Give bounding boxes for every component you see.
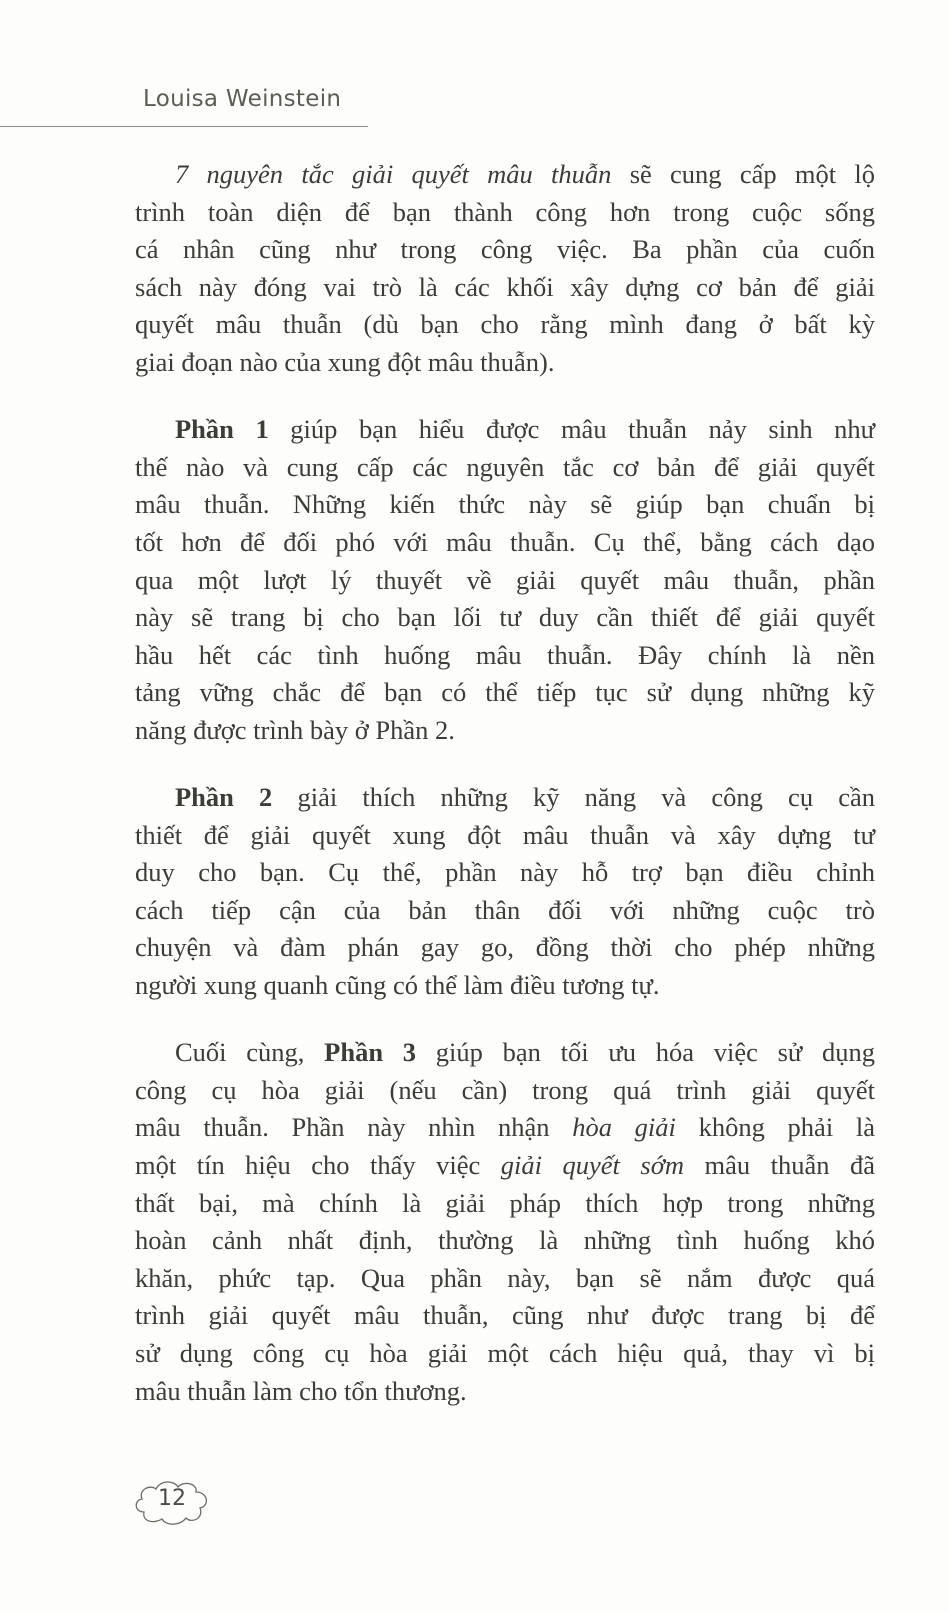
text-line: [135, 269, 875, 307]
text-segment: cách tiếp cận của bản thân đối với những cuộc trò: [135, 894, 875, 925]
text-segment: chuyện và đàm phán gay go, đồng thời cho phép những: [135, 932, 875, 963]
text-line: [135, 156, 875, 194]
page-number-badge: [130, 1472, 214, 1532]
text-line: [135, 524, 875, 562]
text-line: [135, 1185, 875, 1223]
header-rule: [0, 126, 368, 127]
text-line: [135, 1034, 875, 1072]
text-line: [135, 1297, 875, 1335]
text-segment: mâu thuẫn. Những kiến thức này sẽ giúp bạn chuẩn bị: [135, 489, 875, 520]
text-line: [135, 1260, 875, 1298]
text-line: [135, 854, 875, 892]
paragraph: [135, 156, 875, 382]
paragraph: [135, 1034, 875, 1410]
text-segment: khăn, phức tạp. Qua phần này, bạn sẽ nắm được quá: [135, 1262, 875, 1293]
text-line: [135, 1335, 875, 1373]
text-segment: thất bại, mà chính là giải pháp thích hợp trong những: [135, 1187, 875, 1218]
text-segment: trình giải quyết mâu thuẫn, cũng như được trang bị để: [135, 1300, 875, 1331]
text-line: [135, 1147, 875, 1185]
page-number: 12: [158, 1486, 186, 1511]
text-segment: giai đoạn nào của xung đột mâu thuẫn).: [135, 346, 555, 377]
text-line: [135, 562, 875, 600]
text-segment: hoàn cảnh nhất định, thường là những tình huống khó: [135, 1225, 875, 1256]
bold-text: Phần 2: [175, 782, 273, 813]
text-line: [135, 599, 875, 637]
text-line: [135, 779, 875, 817]
running-header-author: Louisa Weinstein: [143, 86, 342, 112]
text-segment: mâu thuẫn đã: [684, 1150, 875, 1181]
bold-text: Phần 3: [324, 1037, 417, 1068]
text-segment: mâu thuẫn. Phần này nhìn nhận: [135, 1112, 573, 1143]
text-line: [135, 1373, 875, 1411]
text-line: [135, 194, 875, 232]
italic-text: giải quyết sớm: [500, 1150, 684, 1181]
text-segment: này sẽ trang bị cho bạn lối tư duy cần thiết để giải quyết: [135, 602, 875, 633]
text-segment: quyết mâu thuẫn (dù bạn cho rằng mình đang ở bất kỳ: [135, 309, 875, 340]
text-segment: sử dụng công cụ hòa giải một cách hiệu quả, thay vì bị: [135, 1338, 875, 1368]
paragraph: [135, 411, 875, 749]
text-line: [135, 1222, 875, 1260]
text-segment: tảng vững chắc để bạn có thể tiếp tục sử dụng những kỹ: [135, 677, 875, 708]
text-line: [135, 1109, 875, 1147]
text-segment: qua một lượt lý thuyết về giải quyết mâu thuẫn, phần: [135, 564, 875, 595]
text-line: [135, 674, 875, 712]
text-segment: người xung quanh cũng có thể làm điều tương tự.: [135, 970, 660, 1001]
italic-text: hòa giải: [572, 1112, 676, 1143]
body-text: [135, 156, 875, 1440]
text-segment: công cụ hòa giải (nếu cần) trong quá trình giải quyết: [135, 1074, 875, 1105]
text-line: [135, 344, 875, 382]
paragraph: [135, 779, 875, 1005]
text-segment: cá nhân cũng như trong công việc. Ba phần của cuốn: [135, 234, 875, 265]
text-segment: một tín hiệu cho thấy việc: [135, 1150, 501, 1181]
text-segment: thiết để giải quyết xung đột mâu thuẫn và xây dựng tư: [135, 819, 875, 850]
text-segment: năng được trình bày ở Phần 2.: [135, 714, 455, 745]
text-line: [135, 817, 875, 855]
text-line: [135, 449, 875, 487]
text-line: [135, 929, 875, 967]
text-line: [135, 1072, 875, 1110]
text-segment: Cuối cùng,: [175, 1037, 325, 1068]
text-segment: trình toàn diện để bạn thành công hơn trong cuộc sống: [135, 196, 875, 227]
bold-text: Phần 1: [175, 414, 269, 445]
text-segment: giúp bạn tối ưu hóa việc sử dụng: [416, 1037, 875, 1068]
text-segment: mâu thuẫn làm cho tổn thương.: [135, 1375, 467, 1406]
text-line: [135, 306, 875, 344]
text-line: [135, 231, 875, 269]
text-line: [135, 712, 875, 750]
text-segment: hầu hết các tình huống mâu thuẫn. Đây chính là nền: [135, 639, 875, 670]
text-segment: giúp bạn hiểu được mâu thuẫn nảy sinh như: [268, 414, 875, 445]
text-line: [135, 967, 875, 1005]
text-line: [135, 637, 875, 675]
text-line: [135, 486, 875, 524]
text-line: [135, 411, 875, 449]
text-segment: thế nào và cung cấp các nguyên tắc cơ bản để giải quyết: [135, 451, 875, 482]
italic-text: 7 nguyên tắc giải quyết mâu thuẫn: [175, 159, 612, 189]
text-line: [135, 892, 875, 930]
text-segment: tốt hơn để đối phó với mâu thuẫn. Cụ thể, bằng cách dạo: [135, 526, 875, 557]
text-segment: sẽ cung cấp một lộ: [611, 159, 875, 189]
text-segment: không phải là: [675, 1112, 876, 1143]
text-segment: giải thích những kỹ năng và công cụ cần: [272, 782, 875, 813]
text-segment: duy cho bạn. Cụ thể, phần này hỗ trợ bạn điều chỉnh: [135, 857, 875, 888]
text-segment: sách này đóng vai trò là các khối xây dựng cơ bản để giải: [135, 271, 875, 302]
